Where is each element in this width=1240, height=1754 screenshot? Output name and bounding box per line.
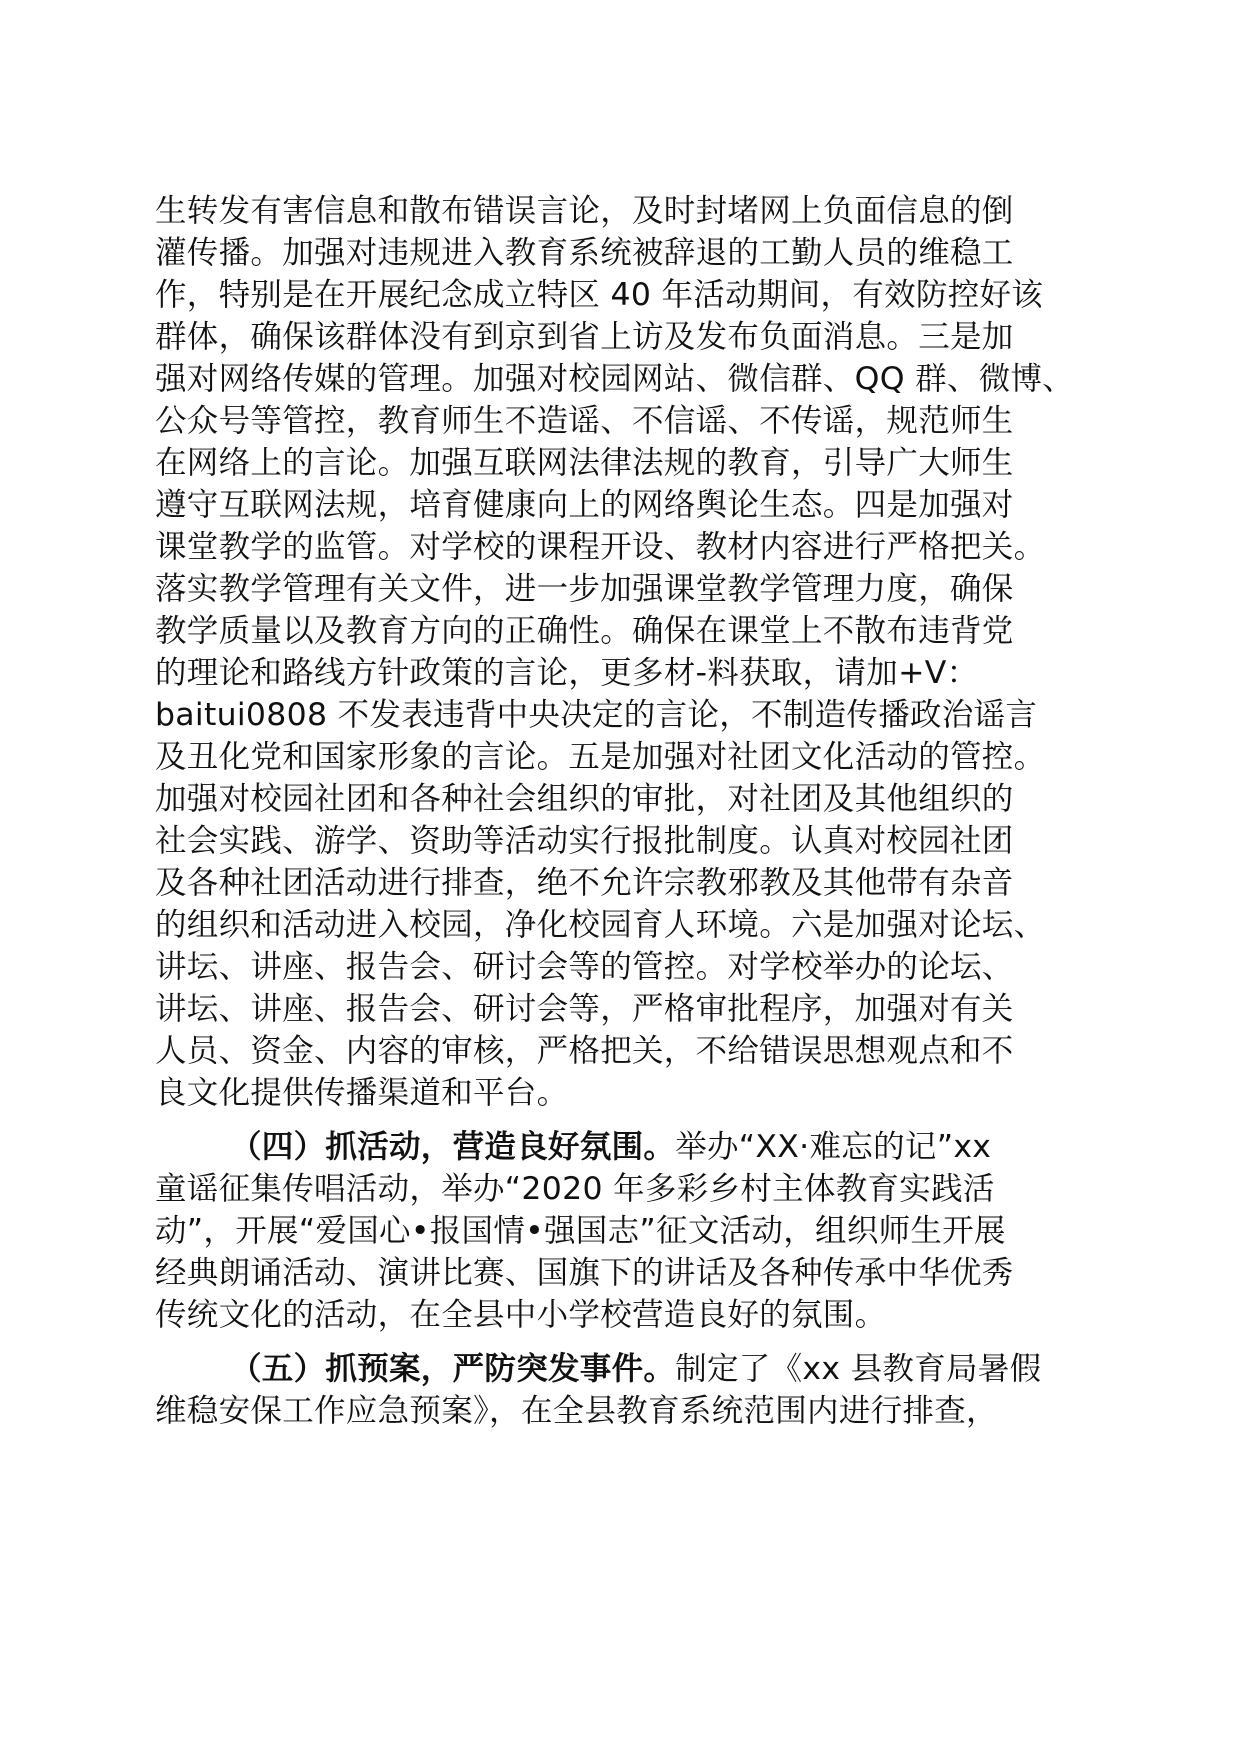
paragraph-line: 及丑化党和国家形象的言论。五是加强对社团文化活动的管控。 [155, 739, 1046, 775]
paragraph-line: 教学质量以及教育方向的正确性。确保在课堂上不散布违背党 [155, 613, 1014, 649]
section-4-first-line [230, 1126, 991, 1168]
paragraph-line: 经典朗诵活动、演讲比赛、国旗下的讲话及各种传承中华优秀 [155, 1255, 1014, 1291]
paragraph-line: 童谣征集传唱活动，举办“2020 年多彩乡村主体教育实践活 [155, 1171, 995, 1207]
paragraph-line: 强对网络传媒的管理。加强对校园网站、微信群、QQ 群、微博、 [155, 361, 1075, 397]
section-4-text: 举办“XX·难忘的记”xx [675, 1129, 992, 1165]
section-5-heading: （五）抓预案，严防突发事件。 [230, 1351, 676, 1387]
paragraph-line: 的理论和路线方针政策的言论，更多材-料获取，请加+V： [155, 655, 979, 691]
paragraph-line: 的组织和活动进入校园，净化校园育人环境。六是加强对论坛、 [155, 907, 1046, 943]
paragraph-line: 人员、资金、内容的审核，严格把关，不给错误思想观点和不 [155, 1033, 1014, 1069]
paragraph-line: 群体，确保该群体没有到京到省上访及发布负面消息。三是加 [155, 319, 1014, 355]
paragraph-line: 生转发有害信息和散布错误言论，及时封堵网上负面信息的倒 [155, 193, 1014, 229]
section-5-text: 制定了《xx 县教育局暑假 [675, 1351, 1042, 1387]
paragraph-line: 灌传播。加强对违规进入教育系统被辞退的工勤人员的维稳工 [155, 235, 1014, 271]
paragraph-line: 讲坛、讲座、报告会、研讨会等的管控。对学校举办的论坛、 [155, 949, 1014, 985]
paragraph-line: 在网络上的言论。加强互联网法律法规的教育，引导广大师生 [155, 445, 1014, 481]
paragraph-line: 课堂教学的监管。对学校的课程开设、教材内容进行严格把关。 [155, 529, 1046, 565]
paragraph-line: 及各种社团活动进行排查，绝不允许宗教邪教及其他带有杂音 [155, 865, 1014, 901]
paragraph-line: 良文化提供传播渠道和平台。 [155, 1075, 569, 1111]
section-5-first-line [230, 1348, 1041, 1390]
paragraph-line: 落实教学管理有关文件，进一步加强课堂教学管理力度，确保 [155, 571, 1014, 607]
paragraph-line: 传统文化的活动，在全县中小学校营造良好的氛围。 [155, 1297, 887, 1333]
paragraph-line: 讲坛、讲座、报告会、研讨会等，严格审批程序，加强对有关 [155, 991, 1014, 1027]
paragraph-line: 公众号等管控，教育师生不造谣、不信谣、不传谣，规范师生 [155, 403, 1014, 439]
paragraph-line: 作，特别是在开展纪念成立特区 40 年活动期间，有效防控好该 [155, 277, 1044, 313]
paragraph-line: 动”，开展“爱国心•报国情•强国志”征文活动，组织师生开展 [155, 1213, 1006, 1249]
paragraph-line: baitui0808 不发表违背中央决定的言论，不制造传播政治谣言 [155, 697, 1038, 733]
paragraph-line: 维稳安保工作应急预案》，在全县教育系统范围内进行排查， [155, 1393, 998, 1429]
section-4-heading: （四）抓活动，营造良好氛围。 [230, 1129, 676, 1165]
paragraph-line: 社会实践、游学、资助等活动实行报批制度。认真对校园社团 [155, 823, 1014, 859]
paragraph-line: 遵守互联网法规，培育健康向上的网络舆论生态。四是加强对 [155, 487, 1014, 523]
paragraph-line: 加强对校园社团和各种社会组织的审批，对社团及其他组织的 [155, 781, 1014, 817]
